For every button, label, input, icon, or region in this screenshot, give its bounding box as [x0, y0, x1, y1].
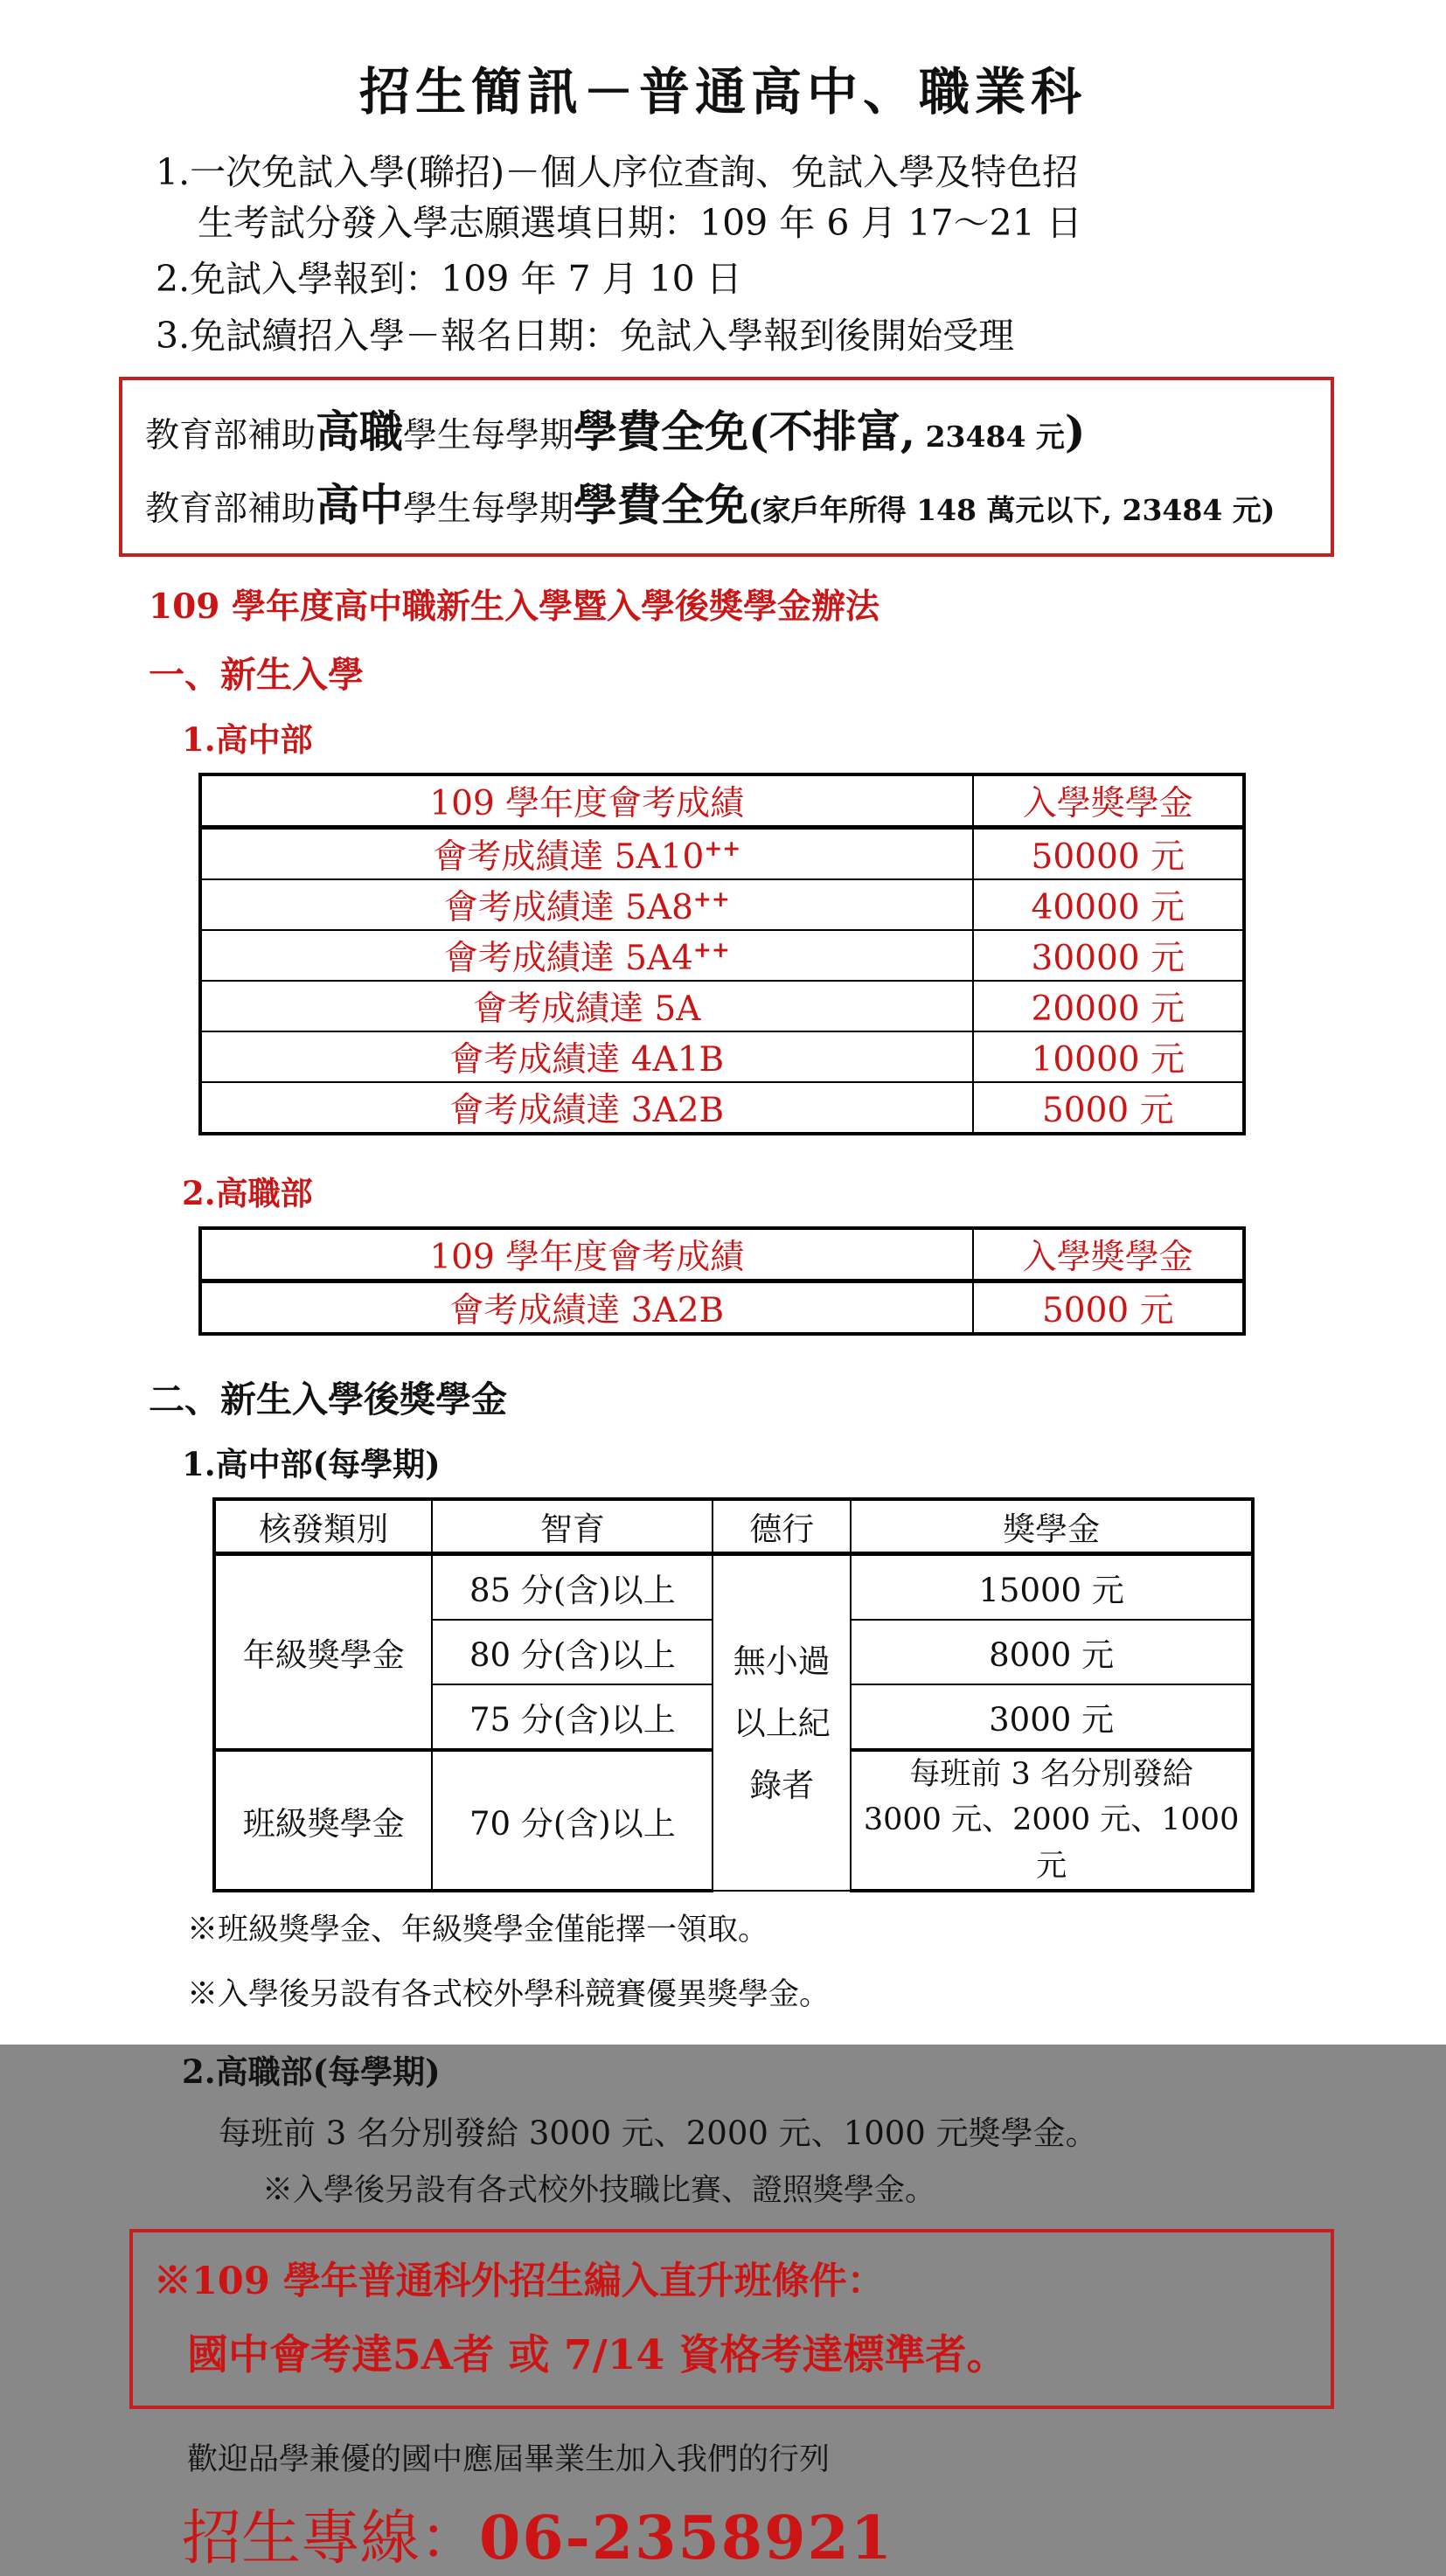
subsidy-run-amount: 23484 元	[915, 419, 1065, 454]
intro-item-1-line-1: 1.一次免試入學(聯招)－個人序位查詢、免試入學及特色招	[156, 151, 1079, 193]
award-cell: 8000 元	[851, 1620, 1253, 1684]
award-line: 每班前 3 名分別發給	[909, 1756, 1193, 1792]
intro-item-1-line-2: 生考試分發入學志願選填日期：109 年 6 月 17～21 日	[198, 202, 1082, 245]
admission-hotline	[182, 2491, 1446, 2576]
subsidy-line-senior-high	[145, 478, 1317, 531]
score-text: 會考成績達 5A4	[443, 938, 693, 978]
section-1-sub-1: 1.高中部	[182, 719, 313, 759]
scholarship-law-title: 109 學年度高中職新生入學暨入學後獎學金辦法	[149, 586, 879, 627]
subsidy-run: 教育部補助	[145, 489, 316, 529]
score-cell: 會考成績達 5A	[200, 981, 973, 1031]
section-2-sub-2: 2.高職部(每學期)	[182, 2052, 441, 2092]
subsidy-run-bold: 高職	[316, 405, 404, 457]
section-1-heading: 一、新生入學	[149, 653, 364, 696]
award-cell: 10000 元	[973, 1031, 1244, 1082]
award-cell: 5000 元	[973, 1281, 1244, 1334]
semester-scholarship-table	[212, 1497, 1255, 1893]
header-category: 核發類別	[214, 1499, 432, 1554]
header-exam-score: 109 學年度會考成績	[200, 1228, 973, 1281]
direct-admission-condition-detail: 國中會考達5A者 或 7/14 資格考達標準者。	[187, 2331, 1008, 2380]
section-2-heading: 二、新生入學後獎學金	[149, 1378, 507, 1420]
award-cell: 40000 元	[973, 879, 1244, 930]
subsidy-run-amount: (家戶年所得 148 萬元以下, 23484 元)	[748, 492, 1276, 527]
header-conduct: 德行	[713, 1499, 851, 1554]
award-cell: 15000 元	[851, 1553, 1253, 1620]
table-header-row	[200, 774, 1244, 828]
table-row	[200, 1281, 1244, 1334]
header-academics: 智育	[432, 1499, 713, 1554]
award-cell	[851, 1750, 1253, 1892]
table-row	[214, 1553, 1253, 1620]
award-cell: 30000 元	[973, 930, 1244, 981]
header-entry-award: 入學獎學金	[973, 774, 1244, 828]
score-text: 會考成績達 5A8	[443, 887, 693, 927]
conduct-line: 以上紀	[733, 1704, 831, 1742]
section-2-sub-1: 1.高中部(每學期)	[182, 1444, 441, 1483]
conduct-line: 錄者	[749, 1766, 815, 1804]
award-cell: 3000 元	[851, 1684, 1253, 1750]
grade-cell: 85 分(含)以上	[432, 1553, 713, 1620]
score-superscript: ++	[704, 835, 741, 861]
page-title: 招生簡訊－普通高中、職業科	[358, 62, 1087, 122]
score-cell	[200, 930, 973, 981]
table-row	[200, 930, 1244, 981]
category-class-scholarship: 班級獎學金	[214, 1750, 432, 1892]
header-entry-award: 入學獎學金	[973, 1228, 1244, 1281]
hotline-label: 招生專線：	[182, 2504, 480, 2574]
vocational-entry-scholarship-table	[198, 1226, 1246, 1336]
subsidy-run-bold: 學費全免	[574, 478, 749, 531]
table-header-row	[214, 1499, 1253, 1554]
senior-high-entry-scholarship-table	[198, 773, 1246, 1135]
note-choose-one: ※班級獎學金、年級獎學金僅能擇一領取。	[187, 1913, 769, 1948]
award-cell: 5000 元	[973, 1082, 1244, 1134]
subsidy-run-bold: 高中	[316, 478, 404, 531]
header-scholarship: 獎學金	[851, 1499, 1253, 1554]
tuition-subsidy-box	[119, 377, 1334, 557]
subsidy-run: 教育部補助	[145, 415, 316, 455]
category-grade-scholarship: 年級獎學金	[214, 1553, 432, 1750]
intro-item-1	[156, 147, 1446, 248]
welcome-message: 歡迎品學兼優的國中應屆畢業生加入我們的行列	[187, 2442, 831, 2478]
score-cell: 會考成績達 4A1B	[200, 1031, 973, 1082]
header-exam-score: 109 學年度會考成績	[200, 774, 973, 828]
score-cell: 會考成績達 3A2B	[200, 1082, 973, 1134]
vocational-semester-award-text: 每班前 3 名分別發給 3000 元、2000 元、1000 元獎學金。	[219, 2114, 1098, 2153]
note-external-vocational: ※入學後另設有各式校外技職比賽、證照獎學金。	[262, 2173, 936, 2209]
score-cell	[200, 879, 973, 930]
subsidy-run: 學生每學期	[403, 415, 574, 455]
award-cell: 50000 元	[973, 827, 1244, 879]
award-line: 3000 元、2000 元、1000 元	[863, 1802, 1240, 1884]
table-row	[200, 1082, 1244, 1134]
intro-item-2: 2.免試入學報到：109 年 7 月 10 日	[156, 258, 742, 301]
intro-list	[156, 147, 1446, 361]
table-row	[200, 1031, 1244, 1082]
score-cell: 會考成績達 3A2B	[200, 1281, 973, 1334]
score-cell	[200, 827, 973, 879]
score-superscript: ++	[692, 885, 730, 912]
direct-admission-condition-title: ※109 學年普通科外招生編入直升班條件：	[154, 2260, 885, 2304]
grade-cell: 80 分(含)以上	[432, 1620, 713, 1684]
section-1-sub-2: 2.高職部	[182, 1173, 313, 1212]
table-row	[200, 827, 1244, 879]
table-row	[200, 981, 1244, 1031]
conduct-requirement-cell	[713, 1553, 851, 1891]
subsidy-run-bold: )	[1064, 405, 1086, 457]
grade-cell: 75 分(含)以上	[432, 1684, 713, 1750]
conduct-line: 無小過	[733, 1642, 831, 1680]
subsidy-run: 學生每學期	[403, 489, 574, 529]
grade-cell: 70 分(含)以上	[432, 1750, 713, 1892]
award-cell: 20000 元	[973, 981, 1244, 1031]
subsidy-line-vocational	[145, 405, 1317, 457]
table-header-row	[200, 1228, 1244, 1281]
direct-admission-box	[129, 2229, 1334, 2409]
intro-item-3: 3.免試續招入學－報名日期：免試入學報到後開始受理	[156, 314, 1015, 357]
score-superscript: ++	[692, 936, 730, 962]
subsidy-run-bold: 學費全免(不排富,	[574, 405, 916, 457]
note-external-academic: ※入學後另設有各式校外學科競賽優異獎學金。	[187, 1976, 831, 2012]
score-text: 會考成績達 5A10	[433, 837, 705, 877]
hotline-number: 06-2358921	[479, 2503, 894, 2574]
table-row	[200, 879, 1244, 930]
